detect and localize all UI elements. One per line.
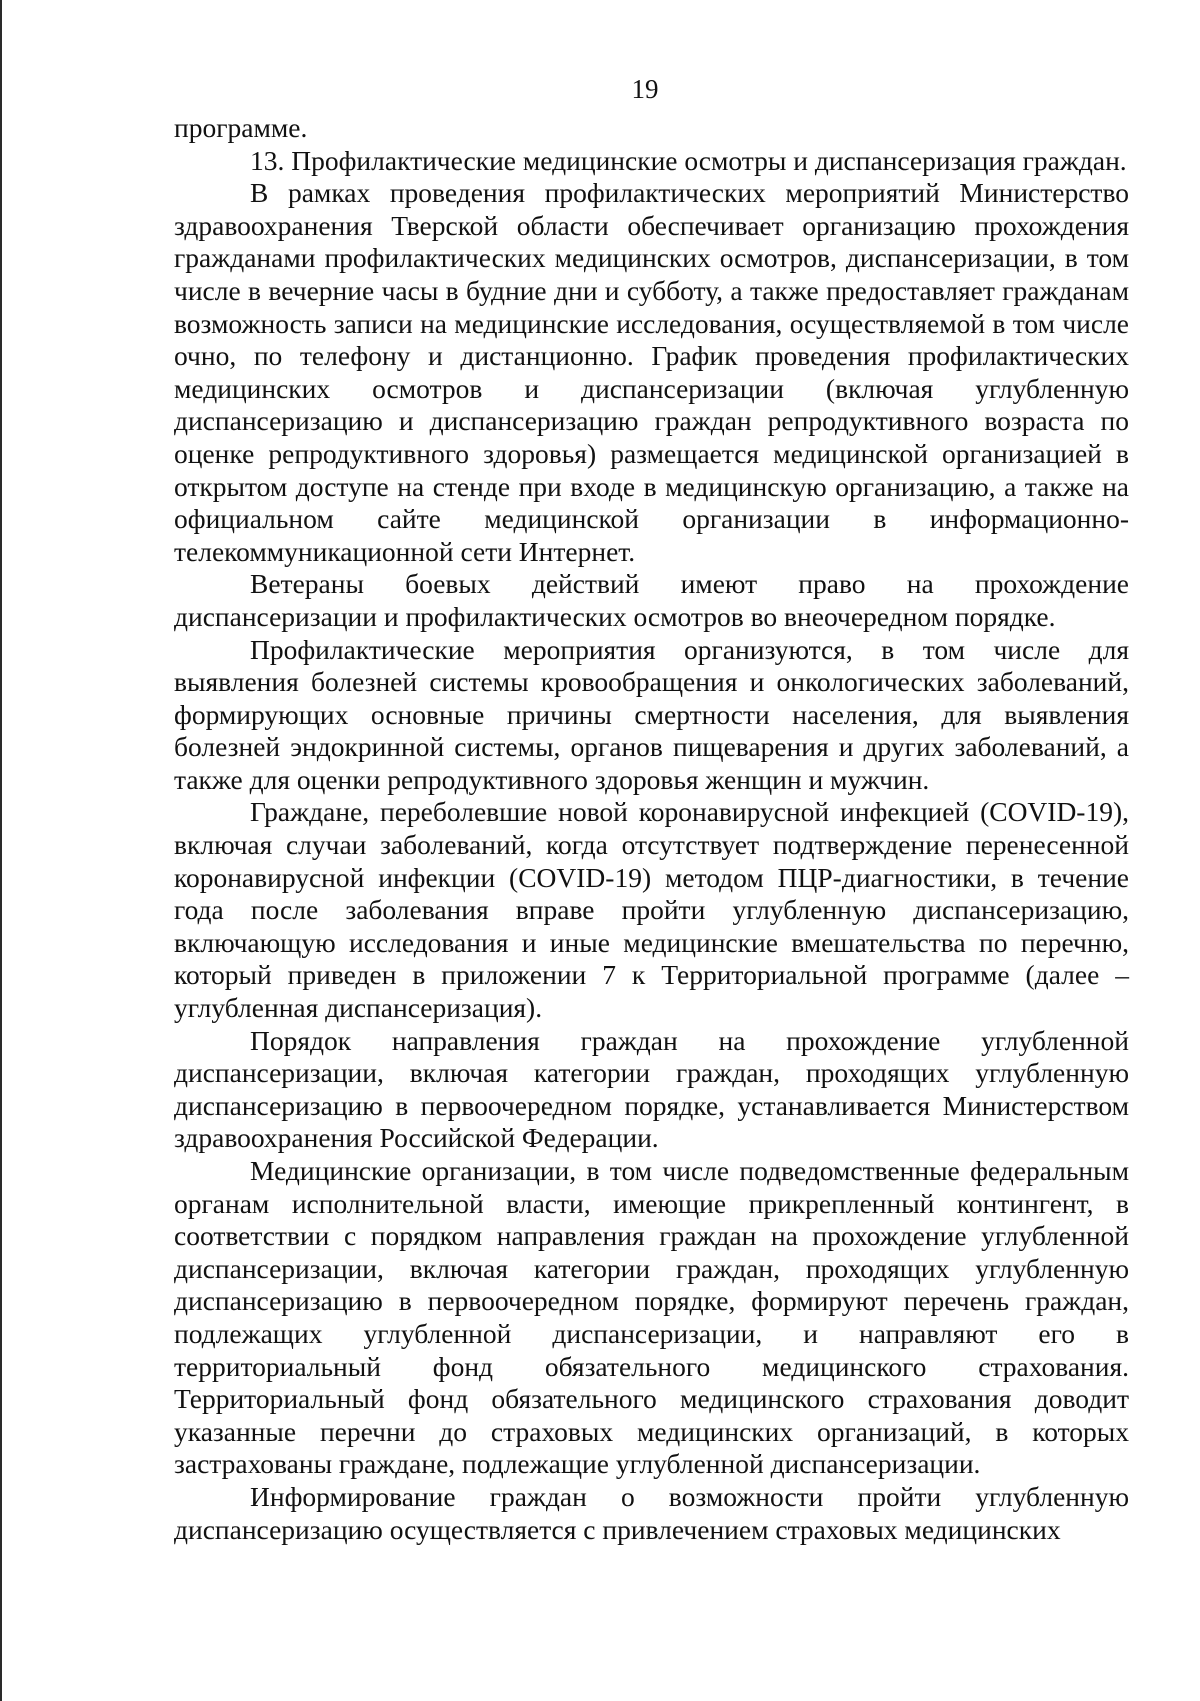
page-number: 19	[631, 74, 659, 104]
scan-edge-line	[0, 0, 2, 1701]
paragraph: В рамках проведения профилактических мероприятий Министерство здравоохранения Тверской области обеспечивает организацию прохождения гражданами профилактических медицинских осмотров, диспансеризации, в том числе в вечерние часы в будние дни и субботу, а также предоставляет гражданам возможность записи на медицинские исследования, осуществляемой в том числе очно, по телефону и дистанционно. График проведения профилактических медицинских осмотров и диспансеризации (включая углубленную диспансеризацию и диспансеризацию граждан репродуктивного возраста по оценке репродуктивного здоровья) размещается медицинской организацией в открытом доступе на стенде при входе в медицинскую организацию, а также на официальном сайте медицинской организации в информационно-телекоммуникационной сети Интернет.	[174, 177, 1129, 567]
paragraph: Профилактические мероприятия организуются, в том числе для выявления болезней системы кровообращения и онкологических заболеваний, формирующих основные причины смертности населения, для выявления болезней эндокринной системы, органов пищеварения и других заболеваний, а также для оценки репродуктивного здоровья женщин и мужчин.	[174, 633, 1129, 795]
paragraph-continuation: программе.	[174, 112, 308, 143]
document-body	[174, 112, 1129, 1546]
paragraph: Порядок направления граждан на прохождение углубленной диспансеризации, включая категории граждан, проходящих углубленную диспансеризацию в первоочередном порядке, устанавливается Министерством здравоохранения Российской Федерации.	[174, 1024, 1129, 1154]
paragraph: Медицинские организации, в том числе подведомственные федеральным органам исполнительной власти, имеющие прикрепленный контингент, в соответствии с порядком направления граждан на прохождение углубленной диспансеризации, включая категории граждан, проходящих углубленную диспансеризацию в первоочередном порядке, формируют перечень граждан, подлежащих углубленной диспансеризации, и направляют его в территориальный фонд обязательного медицинского страхования. Территориальный фонд обязательного медицинского страхования доводит указанные перечни до страховых медицинских организаций, в которых застрахованы граждане, подлежащие углубленной диспансеризации.	[174, 1155, 1129, 1480]
paragraph: Граждане, переболевшие новой коронавирусной инфекцией (COVID-19), включая случаи заболеваний, когда отсутствует подтверждение перенесенной коронавирусной инфекции (COVID-19) методом ПЦР-диагностики, в течение года после заболевания вправе пройти углубленную диспансеризацию, включающую исследования и иные медицинские вмешательства по перечню, который приведен в приложении 7 к Территориальной программе (далее – углубленная диспансеризация).	[174, 796, 1129, 1024]
section-heading: 13. Профилактические медицинские осмотры и диспансеризация граждан.	[250, 144, 1127, 176]
paragraph: Информирование граждан о возможности пройти углубленную диспансеризацию осуществляется с привлечением страховых медицинских	[174, 1480, 1129, 1545]
paragraph: Ветераны боевых действий имеют право на прохождение диспансеризации и профилактических осмотров во внеочередном порядке.	[174, 568, 1129, 632]
